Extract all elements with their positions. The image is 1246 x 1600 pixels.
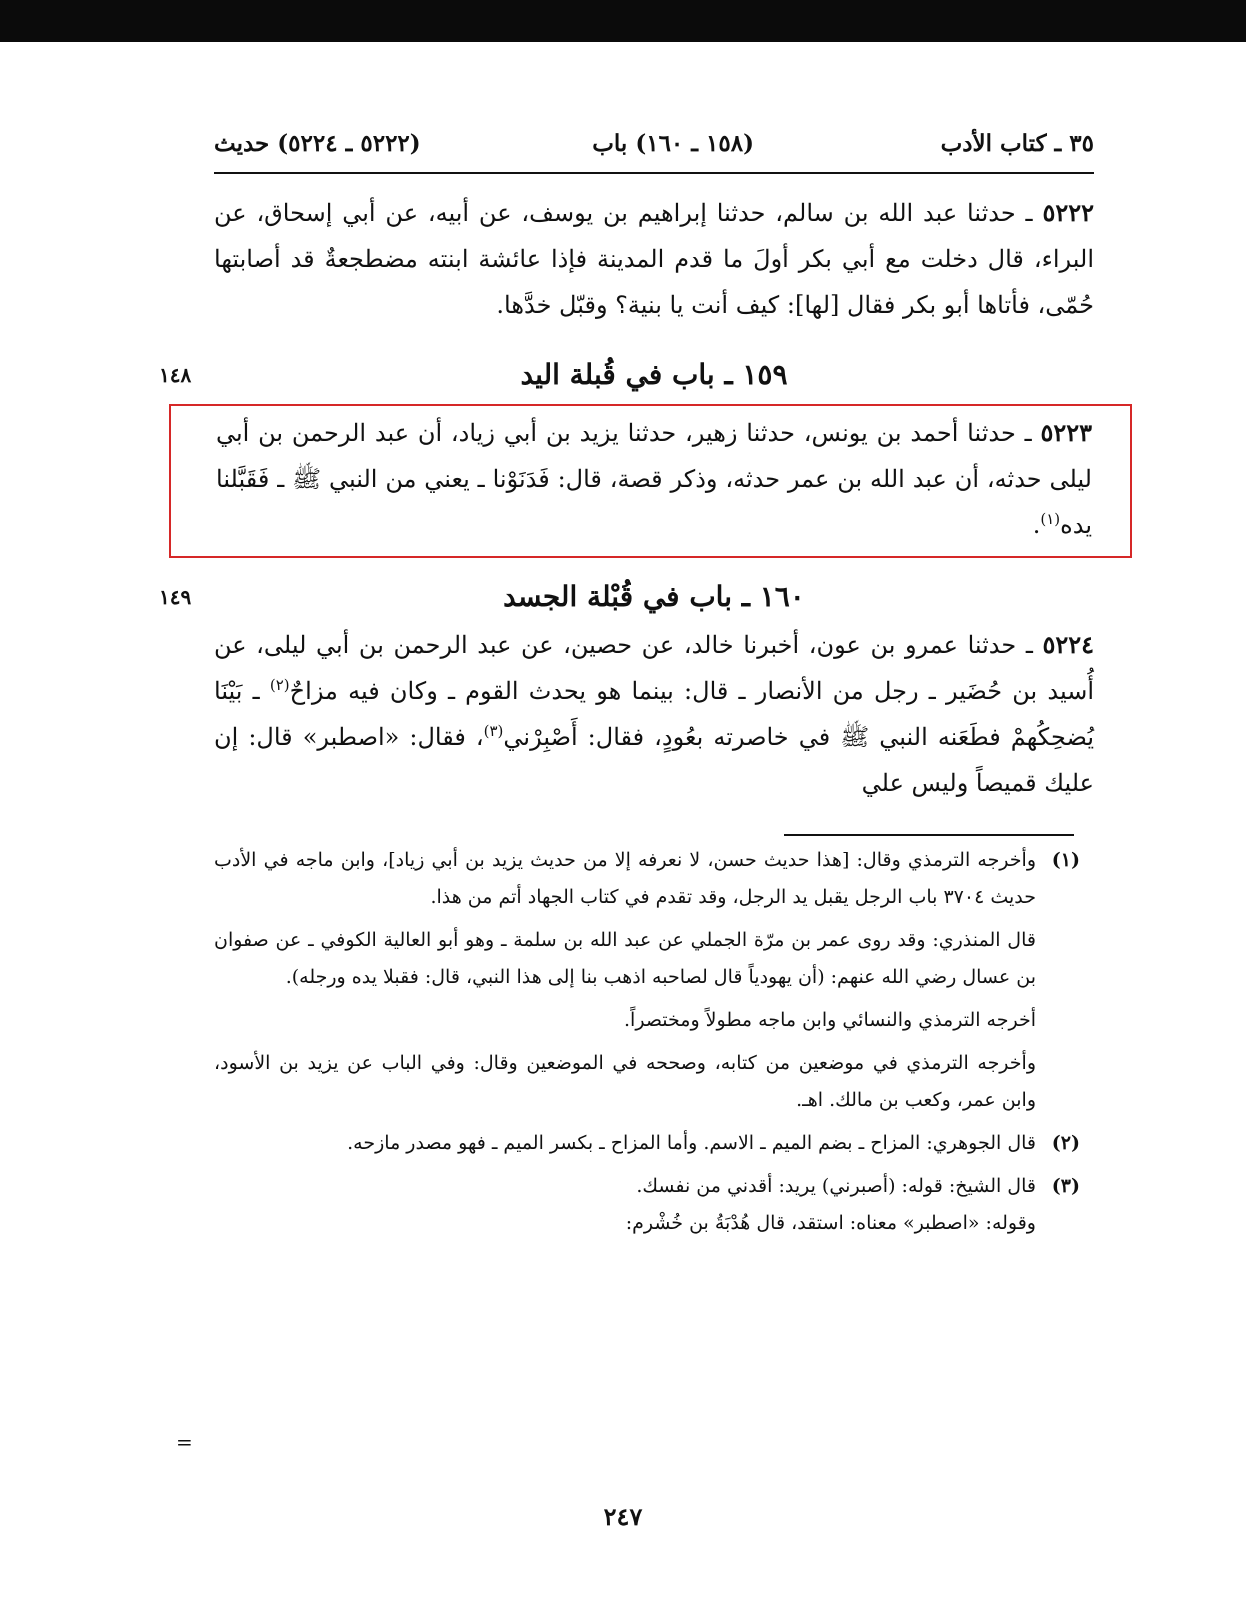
footnote-number: (٣)	[1051, 1175, 1080, 1197]
header-chapter-range: (١٥٨ ـ ١٦٠) باب	[592, 130, 754, 157]
footnote-3	[214, 1168, 1094, 1205]
book-page	[159, 120, 1095, 1242]
footnote-2	[214, 1125, 1094, 1162]
hadith-number: ٥٢٢٤	[1042, 630, 1094, 659]
top-black-bar	[0, 0, 1246, 42]
page-number: ٢٤٧	[603, 1502, 643, 1531]
hadith-text-part-b: ـ بَيْنَا يُضحِكُهمْ فطَعَنه النبي ﷺ في خاصرته بعُودٍ، فقال: أَصْبِرْني	[214, 677, 1094, 751]
chapter-heading-159	[159, 350, 1094, 400]
continuation-mark: =	[176, 1430, 193, 1454]
hadith-text: ـ حدثنا أحمد بن يونس، حدثنا زهير، حدثنا يزيد بن أبي زياد، أن عبد الرحمن بن أبي ليلى حدثه، أن عبد الله بن عمر حدثه، وذكر قصة، قال: فَدَنَوْنا ـ يعني من النبي ﷺ ـ فَقَبَّلنا يده	[216, 419, 1092, 539]
margin-number: ١٤٩	[159, 585, 192, 609]
footnote-text: وأخرجه الترمذي وقال: [هذا حديث حسن، لا نعرفه إلا من حديث يزيد بن أبي زياد]، وابن ماجه في الأدب حديث ٣٧٠٤ باب الرجل يقبل يد الرجل، وقد تقدم في كتاب الجهاد أتم من هذا.	[214, 849, 1036, 908]
hadith-5224	[214, 622, 1094, 806]
footnote-ref-1[interactable]: (١)	[1040, 510, 1061, 528]
footnote-number: (١)	[1051, 849, 1080, 871]
footnote-1-para-2: قال المنذري: وقد روى عمر بن مرّة الجملي عن عبد الله بن سلمة ـ وهو أبو العالية الكوفي ـ عن صفوان بن عسال رضي الله عنهم: (أن يهودياً قال لصاحبه اذهب بنا إلى هذا النبي، قال: فقبلا يده ورجله).	[214, 929, 1036, 988]
highlighted-hadith-box	[169, 404, 1132, 558]
footnote-separator	[784, 834, 1074, 836]
margin-number: ١٤٨	[159, 363, 192, 387]
hadith-number: ٥٢٢٢	[1042, 198, 1094, 227]
hadith-text-part-a: ـ حدثنا عمرو بن عون، أخبرنا خالد، عن حصين، عن عبد الرحمن بن أبي ليلى، عن أُسيد بن حُضَير ـ رجل من الأنصار ـ قال: بينما هو يحدث القوم ـ وكان فيه مزاحٌ	[214, 631, 1095, 705]
footnote-1	[214, 842, 1094, 916]
chapter-heading-160	[159, 572, 1094, 622]
footnote-ref-2[interactable]: (٢)	[269, 676, 290, 694]
running-header	[214, 120, 1094, 174]
footnote-1-para-3: أخرجه الترمذي والنسائي وابن ماجه مطولاً ومختصراً.	[624, 1009, 1036, 1031]
hadith-text-part-c: ، فقال: «اصطبر» قال: إن عليك قميصاً وليس علي	[214, 723, 1094, 797]
hadith-end: .	[1032, 511, 1041, 539]
chapter-title: ١٦٠ ـ باب في قُبْلة الجسد	[503, 580, 805, 613]
hadith-5223	[216, 410, 1092, 548]
footnote-ref-3[interactable]: (٣)	[483, 722, 504, 740]
hadith-text: ـ حدثنا عبد الله بن سالم، حدثنا إبراهيم بن يوسف، عن أبيه، عن أبي إسحاق، عن البراء، قال دخلت مع أبي بكر أولَ ما قدم المدينة فإذا عائشة ابنته مضطجعةٌ قد أصابتها حُمّى، فأتاها أبو بكر فقال [لها]: كيف أنت يا بنية؟ وقبّل خدَّها.	[214, 199, 1094, 319]
header-hadith-range: (٥٢٢٢ ـ ٥٢٢٤) حديث	[214, 130, 421, 157]
footnote-1-para-4: وأخرجه الترمذي في موضعين من كتابه، وصححه في الموضعين وقال: وفي الباب عن يزيد بن الأسود، وابن عمر، وكعب بن مالك. اهـ.	[214, 1052, 1036, 1111]
chapter-title: ١٥٩ ـ باب في قُبلة اليد	[520, 358, 788, 391]
footnote-text: قال الجوهري: المزاح ـ بضم الميم ـ الاسم. وأما المزاح ـ بكسر الميم ـ فهو مصدر مازحه.	[347, 1132, 1036, 1154]
header-book-title: ٣٥ ـ كتاب الأدب	[940, 130, 1094, 157]
hadith-5222	[214, 190, 1094, 328]
hadith-number: ٥٢٢٣	[1040, 418, 1092, 447]
footnotes	[214, 842, 1094, 1242]
footnote-3-para-2: وقوله: «اصطبر» معناه: استقد، قال هُدْبَةُ بن خُشْرم:	[625, 1212, 1036, 1234]
footnote-number: (٢)	[1051, 1132, 1080, 1154]
footnote-text: قال الشيخ: قوله: (أصبرني) يريد: أقدني من نفسك.	[636, 1175, 1036, 1197]
